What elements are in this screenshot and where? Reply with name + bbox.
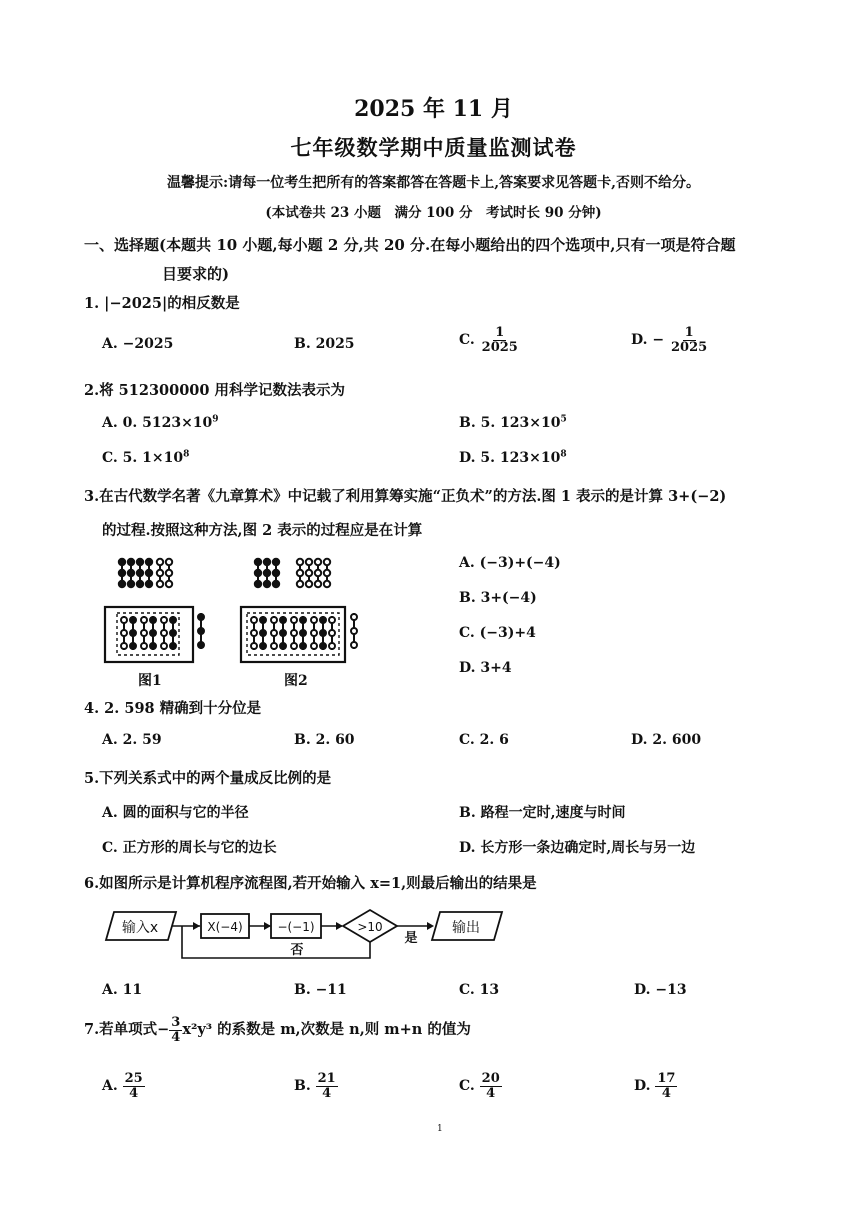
flow-condition-label: >10 — [357, 920, 383, 934]
question-3-option-d: D. 3+4 — [459, 660, 512, 676]
option-prefix: A. — [102, 1078, 118, 1095]
option-d-prefix: D. − — [631, 332, 665, 349]
question-7-option-d — [634, 1072, 677, 1100]
flow-subtract-label: −(−1) — [277, 920, 315, 934]
exam-date: 2025 年 11 月 — [354, 96, 513, 122]
question-7-option-c — [459, 1072, 502, 1100]
question-5-option-a: A. 圆的面积与它的半径 — [102, 805, 249, 821]
question-4-option-d: D. 2. 600 — [631, 732, 702, 748]
program-flowchart — [104, 906, 504, 962]
option-c-prefix: C. — [459, 332, 475, 349]
counting-rods-figure-2 — [236, 553, 366, 665]
question-3-stem-line1: 3.在古代数学名著《九章算术》中记载了利用算筹实施“正负术”的方法.图 1 表示的是计算 3+(−2) — [84, 488, 727, 505]
exponent: 5 — [560, 414, 567, 425]
question-4-stem: 4. 2. 598 精确到十分位是 — [84, 700, 262, 717]
question-5-stem: 5.下列关系式中的两个量成反比例的是 — [84, 770, 332, 787]
fraction-denominator: 4 — [129, 1085, 139, 1101]
option-text: B. 5. 123×10 — [459, 415, 561, 431]
fraction-denominator: 4 — [486, 1085, 496, 1101]
fraction-denominator: 4 — [661, 1085, 671, 1101]
flow-input-label: 输入x — [121, 920, 159, 936]
option-text: A. 0. 5123×10 — [102, 415, 213, 431]
fraction-numerator: 1 — [495, 325, 505, 340]
fraction-numerator: 17 — [657, 1071, 676, 1086]
question-1-option-c — [459, 326, 520, 354]
fraction-denominator: 2025 — [481, 339, 518, 355]
fraction-numerator: 20 — [481, 1071, 500, 1086]
option-prefix: D. — [634, 1078, 651, 1095]
fig1-top-rods — [119, 559, 172, 587]
question-2-option-a — [102, 415, 219, 431]
figure-1-caption: 图1 — [138, 673, 162, 689]
stem-suffix: x²y³ 的系数是 m,次数是 n,则 m+n 的值为 — [182, 1021, 471, 1039]
question-3-stem-line2: 的过程.按照这种方法,图 2 表示的过程应是在计算 — [102, 522, 423, 539]
option-prefix: B. — [294, 1078, 311, 1095]
section-1-heading: 一、选择题(本题共 10 小题,每小题 2 分,共 20 分.在每小题给出的四个选项中,只有一项是符合题 — [84, 236, 736, 254]
question-3-option-c: C. (−3)+4 — [459, 625, 536, 641]
option-text: D. 5. 123×10 — [459, 450, 561, 466]
question-1-option-a: A. −2025 — [102, 336, 174, 352]
question-7-option-a — [102, 1072, 145, 1100]
question-6-option-b: B. −11 — [294, 982, 347, 998]
exam-notice: 温馨提示:请每一位考生把所有的答案都答在答题卡上,答案要求见答题卡,否则不给分。 — [167, 175, 700, 191]
question-2-option-d — [459, 450, 567, 466]
exponent: 9 — [212, 414, 219, 425]
exponent: 8 — [183, 449, 190, 460]
fig1-boxed-rods — [121, 613, 204, 650]
question-6-option-d: D. −13 — [634, 982, 687, 998]
fraction-denominator: 4 — [171, 1029, 181, 1045]
question-4-option-a: A. 2. 59 — [102, 732, 162, 748]
question-3-option-a: A. (−3)+(−4) — [459, 555, 561, 571]
fraction — [123, 1072, 145, 1100]
question-2-option-b — [459, 415, 567, 431]
fraction — [480, 326, 520, 354]
question-5-option-c: C. 正方形的周长与它的边长 — [102, 840, 277, 856]
fraction-numerator: 25 — [124, 1071, 143, 1086]
fig2-boxed-rods — [251, 613, 357, 650]
fraction-denominator: 2025 — [671, 339, 708, 355]
fraction-numerator: 21 — [317, 1071, 336, 1086]
fig2-top-rods — [255, 559, 330, 587]
exponent: 8 — [560, 449, 567, 460]
fig1-outer-box — [105, 607, 193, 662]
question-2-option-c — [102, 450, 189, 466]
question-1-stem: 1. |−2025|的相反数是 — [84, 295, 240, 312]
question-7-stem — [84, 1016, 471, 1044]
question-1-option-b: B. 2025 — [294, 336, 355, 352]
question-6-option-a: A. 11 — [102, 982, 143, 998]
fraction — [480, 1072, 502, 1100]
question-1-option-d — [631, 326, 709, 354]
question-3-option-b: B. 3+(−4) — [459, 590, 537, 606]
fraction-denominator: 4 — [322, 1085, 332, 1101]
option-prefix: C. — [459, 1078, 475, 1095]
question-4-option-c: C. 2. 6 — [459, 732, 509, 748]
section-1-heading-cont: 目要求的) — [162, 265, 230, 283]
figure-2-caption: 图2 — [284, 673, 308, 689]
fraction-numerator: 3 — [171, 1015, 181, 1030]
fraction — [669, 326, 709, 354]
flow-no-label: 否 — [290, 943, 304, 958]
question-5-option-d: D. 长方形一条边确定时,周长与另一边 — [459, 840, 696, 856]
exam-title: 七年级数学期中质量监测试卷 — [290, 135, 577, 160]
question-5-option-b: B. 路程一定时,速度与时间 — [459, 805, 626, 821]
flow-multiply-label: X(−4) — [207, 920, 243, 934]
question-7-option-b — [294, 1072, 338, 1100]
page-number: 1 — [437, 1124, 443, 1134]
question-6-option-c: C. 13 — [459, 982, 500, 998]
flow-yes-label: 是 — [404, 931, 418, 946]
fraction — [655, 1072, 677, 1100]
counting-rods-figure-1 — [100, 553, 215, 665]
flow-output-label: 输出 — [452, 920, 480, 936]
question-2-stem: 2.将 512300000 用科学记数法表示为 — [84, 382, 346, 399]
question-4-option-b: B. 2. 60 — [294, 732, 355, 748]
fraction-numerator: 1 — [684, 325, 694, 340]
fraction — [316, 1072, 338, 1100]
fraction — [169, 1016, 182, 1044]
question-6-stem: 6.如图所示是计算机程序流程图,若开始输入 x=1,则最后输出的结果是 — [84, 875, 537, 892]
option-text: C. 5. 1×10 — [102, 450, 184, 466]
exam-info: (本试卷共 23 小题 满分 100 分 考试时长 90 分钟) — [265, 205, 602, 221]
stem-prefix: 7.若单项式− — [84, 1021, 170, 1039]
